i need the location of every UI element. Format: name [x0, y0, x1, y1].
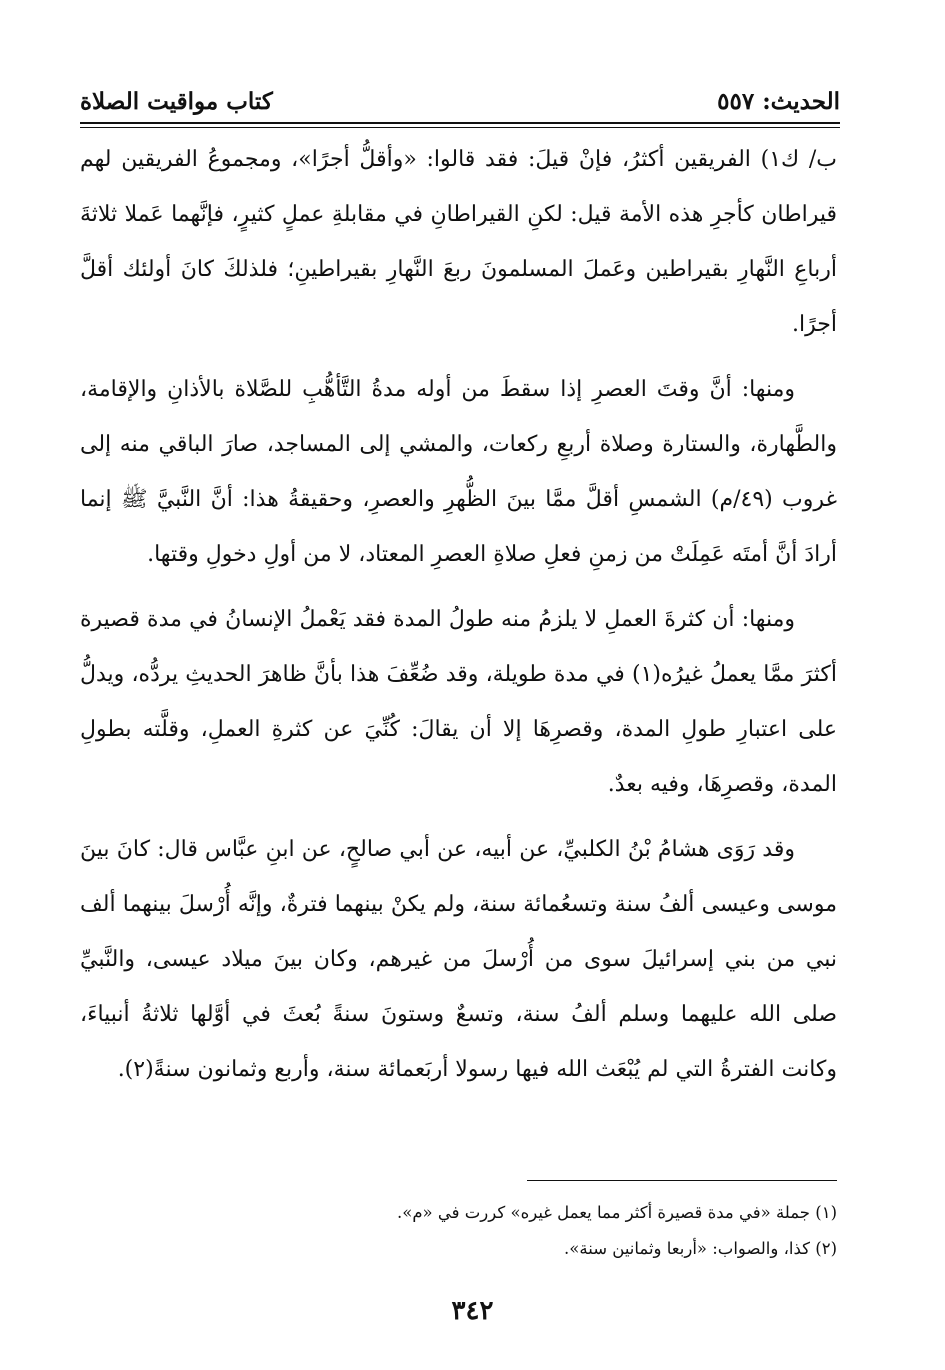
- page-number: ٣٤٢: [451, 1296, 494, 1326]
- footnote-2: (٢) كذا، والصواب: «أربعا وثمانين سنة».: [564, 1239, 837, 1258]
- main-text: [80, 132, 837, 1097]
- paragraph-2: ومنها: أنَّ وقتَ العصرِ إذا سقطَ من أوله مدةُ التَّأهُّبِ للصَّلاة بالأذانِ والإقامة، والطَّهارة، والستارة وصلاة أربعِ ركعات، والمشي إلى المساجد، صارَ الباقي منه إلى غروب (٤٩/م) الشمسِ أقلَّ ممَّا بينَ الظُّهرِ والعصرِ، وحقيقةُ هذا: أنَّ النَّبيَّ ﷺ إنما أرادَ أنَّ أمتَه عَمِلَتْ من زمنِ فعلِ صلاةِ العصرِ المعتاد، لا من أولِ دخولِ وقتها.: [80, 377, 838, 567]
- footnote-divider: [527, 1180, 837, 1181]
- hadith-number-header: الحديث: ٥٥٧: [717, 88, 840, 115]
- footnote-1: (١) جملة «في مدة قصيرة أكثر مما يعمل غيره» كررت في «م».: [396, 1203, 837, 1222]
- running-header: [80, 75, 840, 115]
- header-divider: [80, 122, 840, 128]
- chapter-title-header: كتاب مواقيت الصلاة: [80, 88, 273, 115]
- footnotes: [80, 1195, 837, 1267]
- paragraph-3: ومنها: أن كثرةَ العملِ لا يلزمُ منه طولُ المدة فقد يَعْملُ الإنسانُ في مدة قصيرة أكثرَ ممَّا يعملُ غيرُه(١) في مدة طويلة، وقد ضُعِّفَ هذا بأنَّ ظاهرَ الحديثِ يردُّه، ويدلُّ على اعتبارِ طولِ المدة، وقصرِهَا إلا أن يقالَ: كُنِّيَ عن كثرةِ العملِ، وقلَّته بطولِ المدة، وقصرِهَا، وفيه بعدٌ.: [80, 607, 837, 797]
- paragraph-4: وقد رَوَى هشامُ بْنُ الكلبيِّ، عن أبيه، عن أبي صالحٍ، عن ابنِ عبَّاس قال: كانَ بينَ موسى وعيسى ألفُ سنة وتسعُمائة سنة، ولم يكنْ بينهما فترةٌ، وإنَّه أُرْسلَ بينهما ألف نبي من بني إسرائيلَ سوى من أُرْسلَ من غيرهم، وكان بينَ ميلاد عيسى، والنَّبيِّ صلى الله عليهما وسلم ألفُ سنة، وتسعٌ وستونَ سنةً بُعثَ في أوَّلها ثلاثةُ أنبياءَ، وكانت الفترةُ التي لم يُبْعَث الله فيها رسولا أربَعمائة سنة، وأربع وثمانون سنةً(٢).: [80, 837, 837, 1082]
- paragraph-1: ب/ ك١) الفريقين أكثرُ، فإنْ قيلَ: فقد قالوا: «وأقلُّ أجرًا»، ومجموعُ الفريقين لهم قيراطان كأجرِ هذه الأمة قيل: لكنِ القيراطانِ في مقابلةِ عملٍ كثيرٍ، فإنَّهما عَملا ثلاثةَ أرباعِ النَّهارِ بقيراطين وعَملَ المسلمونَ ربعَ النَّهارِ بقيراطينِ؛ فلذلكَ كانَ أولئك أقلَّ أجرًا.: [80, 147, 838, 337]
